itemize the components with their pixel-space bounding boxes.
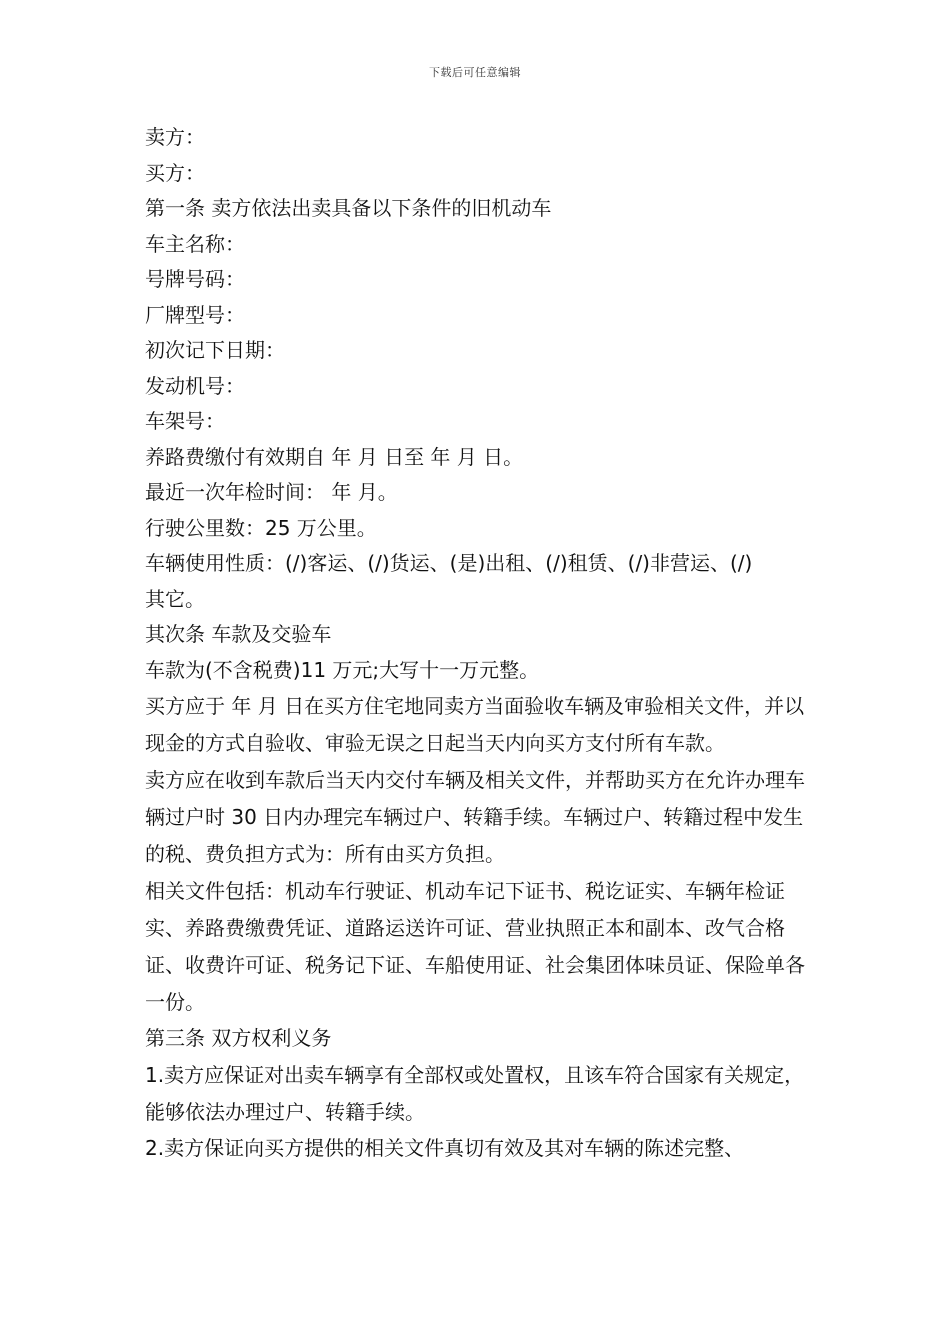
mileage-line: 行驶公里数：25 万公里。 bbox=[145, 515, 377, 540]
obligation-item-2: 2.卖方保证向买方提供的相关文件真切有效及其对车辆的陈述完整、 bbox=[145, 1135, 745, 1160]
buyer-line: 买方： bbox=[145, 160, 205, 185]
owner-name-line: 车主名称： bbox=[145, 231, 245, 256]
usage-line: 车辆使用性质：(/)客运、(/)货运、(是)出租、(/)租赁、(/)非营运、(/) bbox=[145, 551, 753, 575]
obligation-item-1: 1.卖方应保证对出卖车辆享有全部权或处置权，且该车符合国家有关规定，能够依法办理过户、转籍手续。 bbox=[145, 1062, 805, 1124]
article-1-heading: 第一条 卖方依法出卖具备以下条件的旧机动车 bbox=[145, 196, 552, 220]
delivery-paragraph: 卖方应在收到车款后当天内交付车辆及相关文件，并帮助买方在允许办理车辆过户时 30 日内办理完车辆过户、转籍手续。车辆过户、转籍过程中发生的税、费负担方式为：所有由买方负担。 bbox=[145, 768, 805, 866]
frame-number-line: 车架号： bbox=[145, 409, 225, 433]
page-header: 下载后可任意编辑 bbox=[429, 66, 521, 79]
usage-line-cont: 其它。 bbox=[145, 586, 205, 611]
article-3-heading: 第三条 双方权利义务 bbox=[145, 1026, 332, 1050]
price-line: 车款为(不含税费)11 万元;大写十一万元整。 bbox=[145, 657, 540, 682]
documents-paragraph: 相关文件包括：机动车行驶证、机动车记下证书、税讫证实、车辆年检证实、养路费缴费凭证、道路运送许可证、营业执照正本和副本、改气合格证、收费许可证、税务记下证、车船使用证、社会集团体味员证、保险单各一份。 bbox=[145, 879, 805, 1014]
brand-model-line: 厂牌型号： bbox=[145, 302, 245, 327]
road-fee-line: 养路费缴付有效期自 年 月 日至 年 月 日。 bbox=[145, 444, 524, 469]
article-2-heading: 其次条 车款及交验车 bbox=[145, 622, 332, 646]
inspection-line: 最近一次年检时间： 年 月。 bbox=[145, 480, 398, 504]
payment-paragraph: 买方应于 年 月 日在买方住宅地同卖方当面验收车辆及审验相关文件，并以现金的方式自验收、审验无误之日起当天内向买方支付所有车款。 bbox=[145, 694, 805, 755]
engine-number-line: 发动机号： bbox=[145, 373, 245, 398]
plate-number-line: 号牌号码： bbox=[145, 267, 245, 291]
seller-line: 卖方： bbox=[145, 125, 205, 149]
first-registration-line: 初次记下日期： bbox=[145, 338, 285, 362]
contract-body bbox=[145, 120, 815, 1166]
